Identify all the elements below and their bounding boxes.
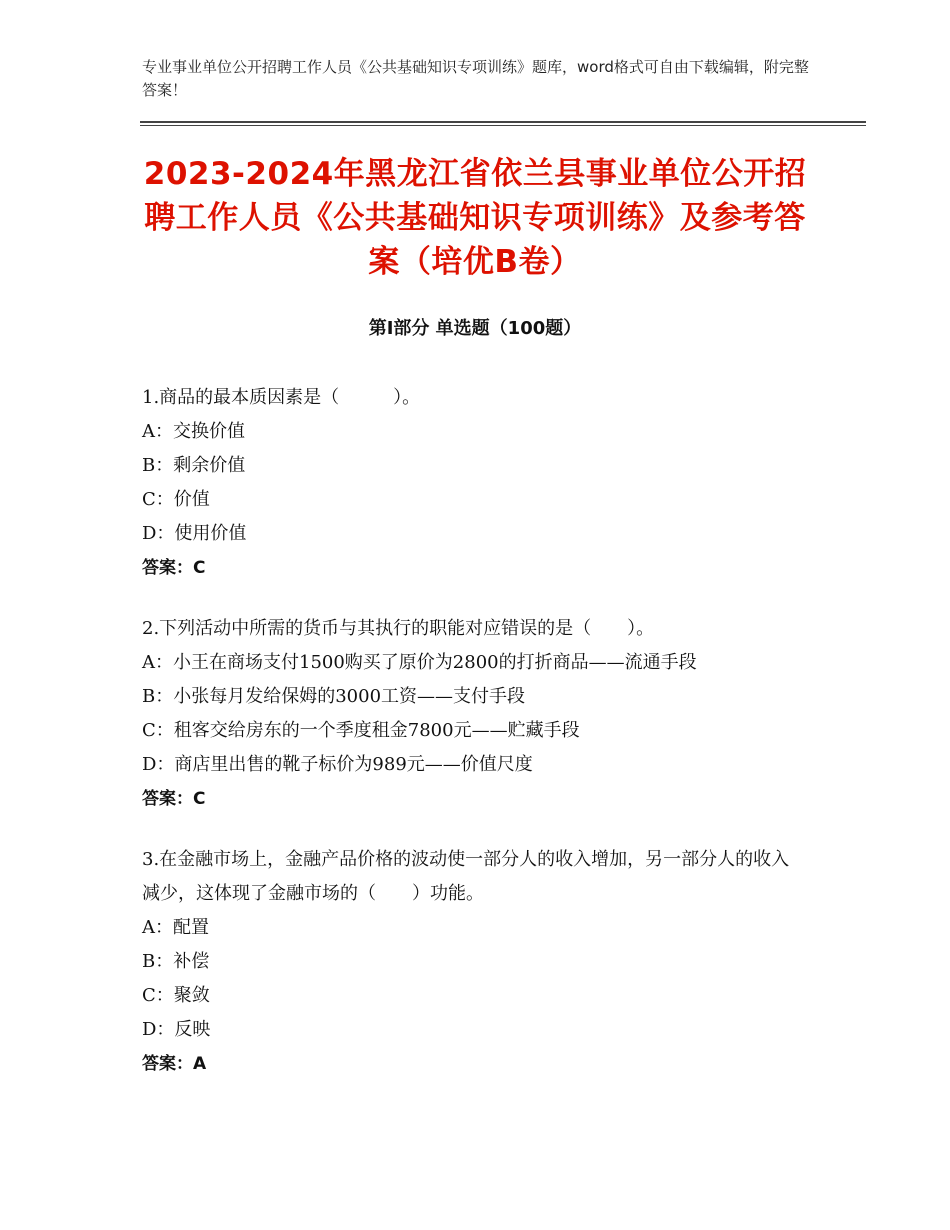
section-title: 第Ⅰ部分 单选题（100题） xyxy=(368,318,582,339)
question-1 xyxy=(142,381,802,585)
question-list xyxy=(142,381,802,1108)
option-a: A：交换价值 xyxy=(142,421,245,442)
option-c: C：价值 xyxy=(142,489,210,510)
answer: 答案：A xyxy=(142,1054,207,1074)
question-stem: 3.在金融市场上，金融产品价格的波动使一部分人的收入增加，另一部分人的收入减少，这体现了金融市场的（ ）功能。 xyxy=(142,849,790,904)
option-d: D：商店里出售的靴子标价为989元——价值尺度 xyxy=(142,754,533,775)
header-rule-thin xyxy=(140,125,866,126)
header-note: 专业事业单位公开招聘工作人员《公共基础知识专项训练》题库，word格式可自由下载编辑，附完整答案！ xyxy=(142,58,809,99)
document-title: 2023-2024年黑龙江省依兰县事业单位公开招聘工作人员《公共基础知识专项训练》及参考答案（培优B卷） xyxy=(143,156,807,280)
question-stem: 1.商品的最本质因素是（ ）。 xyxy=(142,387,421,408)
option-d: D：反映 xyxy=(142,1019,211,1040)
option-b: B：剩余价值 xyxy=(142,455,246,476)
answer: 答案：C xyxy=(142,789,206,809)
question-2 xyxy=(142,612,802,816)
question-stem: 2.下列活动中所需的货币与其执行的职能对应错误的是（ ）。 xyxy=(142,618,655,639)
option-a: A：配置 xyxy=(142,917,209,938)
header-rule-thick xyxy=(140,121,866,123)
question-3 xyxy=(142,843,802,1081)
answer: 答案：C xyxy=(142,558,206,578)
option-d: D：使用价值 xyxy=(142,523,247,544)
option-b: B：补偿 xyxy=(142,951,210,972)
option-b: B：小张每月发给保姆的3000工资——支付手段 xyxy=(142,686,526,707)
option-a: A：小王在商场支付1500购买了原价为2800的打折商品——流通手段 xyxy=(142,652,697,673)
option-c: C：租客交给房东的一个季度租金7800元——贮藏手段 xyxy=(142,720,580,741)
option-c: C：聚敛 xyxy=(142,985,210,1006)
